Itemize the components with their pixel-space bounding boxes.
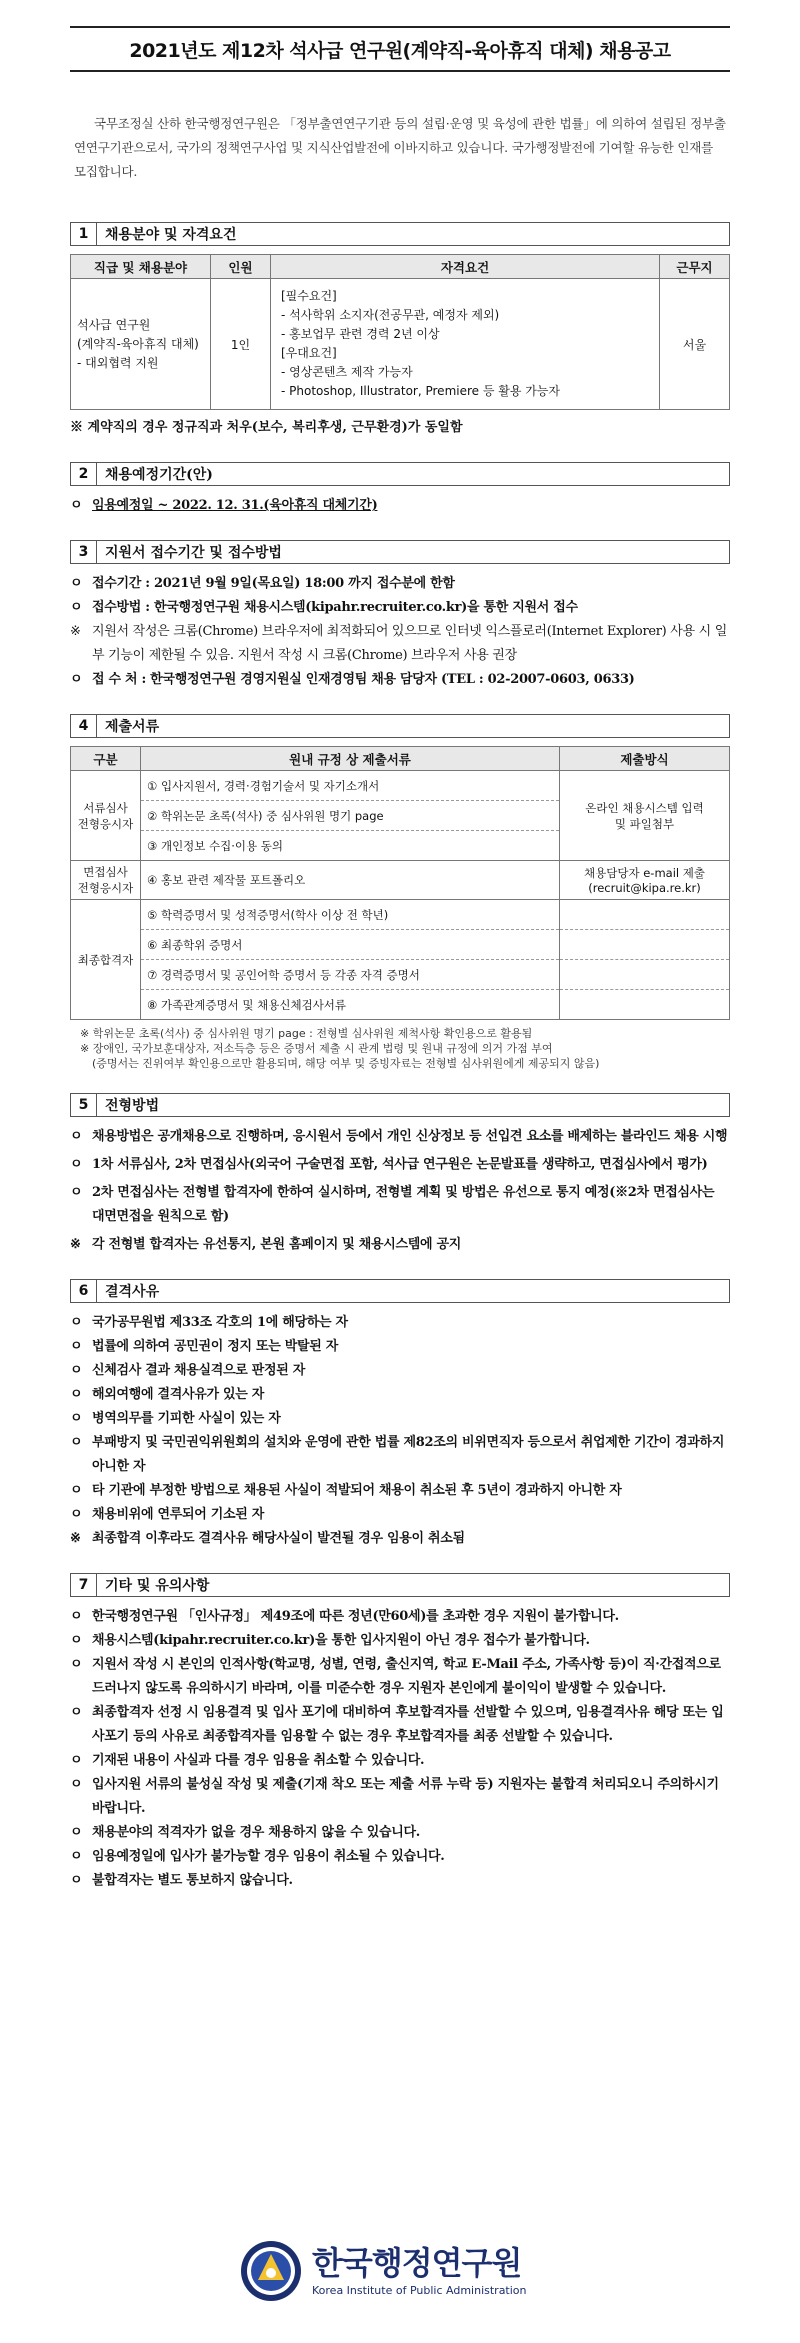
list-item	[70, 1845, 730, 1869]
qualification-cell	[271, 279, 660, 410]
contact-text: 접 수 처 : 한국행정연구원 경영지원실 인재경영팀 채용 담당자 (TEL : 02-2007-0603, 0633)	[92, 672, 635, 687]
qualification-line: - 석사학위 소지자(전공무관, 예정자 제외)	[281, 308, 500, 322]
list-item	[70, 1629, 730, 1653]
bullet: ㅇ	[70, 1705, 83, 1720]
bullet: ㅇ	[70, 600, 83, 615]
section-4-header	[70, 714, 730, 738]
document-item: ⑦ 경력증명서 및 공인어학 증명서 등 각종 자격 증명서	[141, 960, 560, 990]
section-3-header	[70, 540, 730, 564]
method-cell	[560, 771, 730, 861]
method-cell-empty	[560, 960, 730, 990]
method-cell-empty	[560, 930, 730, 960]
bullet: ㅇ	[70, 1777, 83, 1792]
group-cell	[71, 771, 141, 861]
list-item	[70, 572, 730, 596]
document-item: ⑤ 학력증명서 및 성적증명서(학사 이상 전 학년)	[141, 900, 560, 930]
disqualification-text: 채용비위에 연루되어 기소된 자	[92, 1507, 265, 1522]
documents-table	[70, 746, 730, 1020]
group-line: 면접심사	[83, 865, 128, 879]
list-item	[70, 1431, 730, 1479]
institute-logo	[240, 2240, 527, 2302]
section-number: 4	[71, 715, 97, 737]
deadline-text: 접수기간 : 2021년 9월 9일(목요일) 18:00 까지 접수분에 한함	[92, 576, 455, 591]
period-text: 임용예정일 ~ 2022. 12. 31.(육아휴직 대체기간)	[92, 498, 378, 513]
notice-text: 임용예정일에 입사가 불가능할 경우 임용이 취소될 수 있습니다.	[92, 1849, 445, 1864]
bullet: ㅇ	[70, 1157, 83, 1172]
section-title: 채용예정기간(안)	[105, 467, 213, 483]
list-item	[70, 1125, 730, 1149]
list-item	[70, 1605, 730, 1629]
bullet: ㅇ	[70, 1753, 83, 1768]
method-cell-empty	[560, 990, 730, 1020]
bullet: ㅇ	[70, 576, 83, 591]
method-line: 및 파일첨부	[614, 816, 675, 831]
notice-text: 불합격자는 별도 통보하지 않습니다.	[92, 1873, 293, 1888]
bullet: ㅇ	[70, 1609, 83, 1624]
bullet: ㅇ	[70, 498, 83, 513]
document-item: ⑥ 최종학위 증명서	[141, 930, 560, 960]
section-title: 제출서류	[105, 719, 160, 735]
bullet: ㅇ	[70, 1411, 83, 1426]
disqualification-text: 해외여행에 결격사유가 있는 자	[92, 1387, 265, 1402]
method-line: (recruit@kipa.re.kr)	[588, 881, 701, 895]
notice-text: 최종합격자 선정 시 임용결격 및 입사 포기에 대비하여 후보합격자를 선발할 수 있으며, 임용결격사유 해당 또는 입사포기 등의 사유로 최종합격자를 임용할 수 없는 경우 후보합격자를 최종 선발할 수 있습니다.	[92, 1705, 724, 1744]
notice-text: 지원서 작성 시 본인의 인적사항(학교명, 성별, 연령, 출신지역, 학교 E-Mail 주소, 가족사항 등)이 직·간접적으로 드러나지 않도록 유의하시기 바라며, 이를 미준수한 경우 지원자 본인에게 불이익이 발생할 수 있습니다.	[92, 1657, 721, 1696]
list-item	[70, 1359, 730, 1383]
process-text: 2차 면접심사는 전형별 합격자에 한하여 실시하며, 전형별 계획 및 방법은 유선으로 통지 예정(※2차 면접심사는 대면면접을 원칙으로 함)	[92, 1185, 715, 1224]
list-item	[70, 1503, 730, 1527]
document-item: ① 입사지원서, 경력·경험기술서 및 자기소개서	[141, 771, 560, 801]
process-text: 각 전형별 합격자는 유선통지, 본원 홈페이지 및 채용시스템에 공지	[92, 1237, 461, 1252]
position-cell	[71, 279, 211, 410]
notice-text: 채용분야의 적격자가 없을 경우 채용하지 않을 수 있습니다.	[92, 1825, 420, 1840]
institute-seal-icon	[240, 2240, 302, 2302]
bullet: ㅇ	[70, 1825, 83, 1840]
position-line: - 대외협력 지원	[77, 355, 159, 370]
section-number: 1	[71, 223, 97, 245]
list-item	[70, 1311, 730, 1335]
section-2-header	[70, 462, 730, 486]
bullet: ※	[70, 1237, 81, 1252]
bullet: ㅇ	[70, 1387, 83, 1402]
process-text: 1차 서류심사, 2차 면접심사(외국어 구술면접 포함, 석사급 연구원은 논문발표를 생략하고, 면접심사에서 평가)	[92, 1157, 708, 1172]
qualification-line: [우대요건]	[281, 346, 337, 360]
page-title: 2021년도 제12차 석사급 연구원(계약직-육아휴직 대체) 채용공고	[129, 39, 671, 62]
logo-korean-name: 한국행정연구원	[312, 2244, 522, 2282]
list-item	[70, 596, 730, 620]
disqualification-text: 신체검사 결과 채용실격으로 판정된 자	[92, 1363, 306, 1378]
list-item	[70, 668, 730, 692]
notice-text: 기재된 내용이 사실과 다를 경우 임용을 취소할 수 있습니다.	[92, 1753, 425, 1768]
list-item	[70, 1869, 730, 1893]
list-item	[70, 1233, 730, 1257]
requirements-table	[70, 254, 730, 410]
qualification-line: - 영상콘텐츠 제작 가능자	[281, 365, 413, 379]
bullet: ㅇ	[70, 1339, 83, 1354]
note-line: (증명서는 진위여부 확인용으로만 활용되며, 해당 여부 및 증빙자료는 전형별 심사위원에게 제공되지 않음)	[92, 1057, 600, 1070]
section-title: 전형방법	[105, 1098, 160, 1114]
list-item	[70, 1527, 730, 1551]
section-title: 채용분야 및 자격요건	[105, 227, 237, 243]
group-cell: 최종합격자	[71, 900, 141, 1020]
group-line: 서류심사	[83, 800, 128, 815]
section-number: 7	[71, 1574, 97, 1596]
bullet: ㅇ	[70, 1315, 83, 1330]
list-item	[70, 620, 730, 668]
position-line: (계약직-육아휴직 대체)	[77, 336, 199, 351]
bullet: ㅇ	[70, 1849, 83, 1864]
bullet: ※	[70, 624, 81, 639]
documents-notes	[70, 1026, 730, 1071]
document-item: ④ 홍보 관련 제작물 포트폴리오	[141, 861, 560, 900]
section-number: 2	[71, 463, 97, 485]
bullet: ㅇ	[70, 1363, 83, 1378]
column-header: 구분	[71, 747, 141, 771]
section-7-header	[70, 1573, 730, 1597]
disqualification-text: 최종합격 이후라도 결격사유 해당사실이 발견될 경우 임용이 취소됨	[92, 1531, 465, 1546]
list-item	[70, 1383, 730, 1407]
section-6-header	[70, 1279, 730, 1303]
section-number: 3	[71, 541, 97, 563]
group-cell	[71, 861, 141, 900]
bullet: ㅇ	[70, 1507, 83, 1522]
list-item	[70, 1701, 730, 1749]
section-5-header	[70, 1093, 730, 1117]
contract-note: ※ 계약직의 경우 정규직과 처우(보수, 복리후생, 근무환경)가 동일함	[70, 420, 463, 435]
method-cell	[560, 861, 730, 900]
intro-paragraph: 국무조정실 산하 한국행정연구원은 「정부출연연구기관 등의 설립·운영 및 육성에 관한 법률」에 의하여 설립된 정부출연연구기관으로서, 국가의 정책연구사업 및 지식산업발전에 이바지하고 있습니다. 국가행정발전에 기여할 유능한 인재를 모집합니다.	[74, 116, 726, 179]
section-number: 6	[71, 1280, 97, 1302]
bullet: ㅇ	[70, 1873, 83, 1888]
bullet: ※	[70, 1531, 81, 1546]
list-item	[70, 1181, 730, 1229]
notice-text: 입사지원 서류의 불성실 작성 및 제출(기재 착오 또는 제출 서류 누락 등) 지원자는 불합격 처리되오니 주의하시기 바랍니다.	[92, 1777, 719, 1816]
headcount-cell: 1인	[211, 279, 271, 410]
bullet: ㅇ	[70, 1633, 83, 1648]
bullet: ㅇ	[70, 1185, 83, 1200]
workplace-cell: 서울	[660, 279, 730, 410]
disqualification-text: 병역의무를 기피한 사실이 있는 자	[92, 1411, 281, 1426]
section-1-header	[70, 222, 730, 246]
disqualification-text: 타 기관에 부정한 방법으로 채용된 사실이 적발되어 채용이 취소된 후 5년이 경과하지 아니한 자	[92, 1483, 622, 1498]
column-header: 근무지	[660, 255, 730, 279]
title-box	[70, 26, 730, 72]
note-line: ※ 학위논문 초록(석사) 중 심사위원 명기 page : 전형별 심사위원 제척사항 확인용으로 활용됨	[80, 1027, 533, 1040]
column-header: 직급 및 채용분야	[71, 255, 211, 279]
process-text: 채용방법은 공개채용으로 진행하며, 응시원서 등에서 개인 신상정보 등 선입견 요소를 배제하는 블라인드 채용 시행	[92, 1129, 728, 1144]
list-item	[70, 1653, 730, 1701]
list-item	[70, 494, 730, 518]
qualification-line: [필수요건]	[281, 289, 337, 303]
qualification-line: - 홍보업무 관련 경력 2년 이상	[281, 327, 440, 341]
qualification-line: - Photoshop, Illustrator, Premiere 등 활용 가능자	[281, 384, 561, 398]
method-cell-empty	[560, 900, 730, 930]
bullet: ㅇ	[70, 1129, 83, 1144]
column-header: 자격요건	[271, 255, 660, 279]
method-text: 접수방법 : 한국행정연구원 채용시스템(kipahr.recruiter.co.kr)을 통한 지원서 접수	[92, 600, 578, 615]
document-item: ② 학위논문 초록(석사) 중 심사위원 명기 page	[141, 801, 560, 831]
list-item	[70, 1479, 730, 1503]
logo-text	[312, 2245, 527, 2297]
logo-english-name: Korea Institute of Public Administration	[312, 2284, 527, 2297]
column-header: 원내 규정 상 제출서류	[141, 747, 560, 771]
list-item	[70, 1749, 730, 1773]
column-header: 인원	[211, 255, 271, 279]
section-title: 기타 및 유의사항	[105, 1578, 210, 1594]
document-item: ③ 개인정보 수집·이용 동의	[141, 831, 560, 861]
group-line: 전형응시자	[77, 881, 134, 895]
list-item	[70, 1153, 730, 1177]
column-header: 제출방식	[560, 747, 730, 771]
notice-text: 채용시스템(kipahr.recruiter.co.kr)을 통한 입사지원이 아닌 경우 접수가 불가합니다.	[92, 1633, 590, 1648]
browser-note: 지원서 작성은 크롬(Chrome) 브라우저에 최적화되어 있으므로 인터넷 익스플로러(Internet Explorer) 사용 시 일부 기능이 제한될 수 있음. 지원서 작성 시 크롬(Chrome) 브라우저 사용 권장	[92, 624, 727, 663]
section-title: 지원서 접수기간 및 접수방법	[105, 545, 282, 561]
method-line: 온라인 채용시스템 입력	[585, 800, 704, 815]
list-item	[70, 1407, 730, 1431]
disqualification-text: 법률에 의하여 공민권이 정지 또는 박탈된 자	[92, 1339, 338, 1354]
list-item	[70, 1821, 730, 1845]
notice-text: 한국행정연구원 「인사규정」 제49조에 따른 정년(만60세)를 초과한 경우 지원이 불가합니다.	[92, 1609, 619, 1624]
bullet: ㅇ	[70, 1657, 83, 1672]
list-item	[70, 1335, 730, 1359]
bullet: ㅇ	[70, 1483, 83, 1498]
list-item	[70, 1773, 730, 1821]
bullet: ㅇ	[70, 1435, 83, 1450]
note-line: ※ 장애인, 국가보훈대상자, 저소득층 등은 증명서 제출 시 관계 법령 및 원내 규정에 의거 가점 부여	[80, 1042, 553, 1055]
section-title: 결격사유	[105, 1284, 160, 1300]
bullet: ㅇ	[70, 672, 83, 687]
section-number: 5	[71, 1094, 97, 1116]
document-item: ⑧ 가족관계증명서 및 채용신체검사서류	[141, 990, 560, 1020]
position-line: 석사급 연구원	[77, 317, 151, 332]
disqualification-text: 부패방지 및 국민권익위원회의 설치와 운영에 관한 법률 제82조의 비위면직자 등으로서 취업제한 기간이 경과하지 아니한 자	[92, 1435, 725, 1474]
disqualification-text: 국가공무원법 제33조 각호의 1에 해당하는 자	[92, 1315, 348, 1330]
group-line: 전형응시자	[77, 816, 134, 831]
method-line: 채용담당자 e-mail 제출	[584, 866, 705, 880]
